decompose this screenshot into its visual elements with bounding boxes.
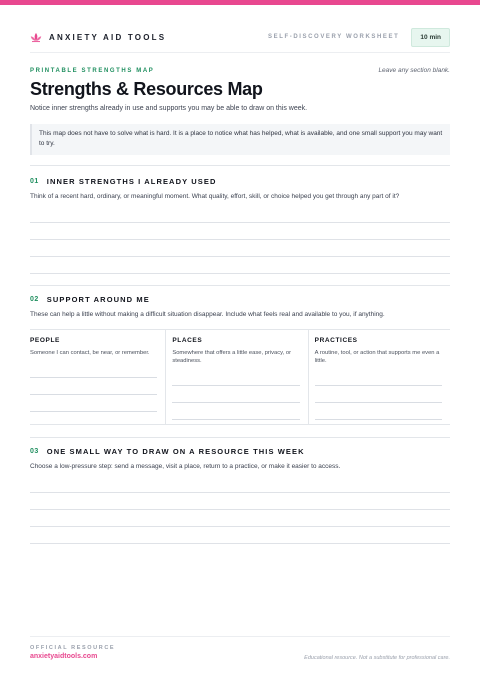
intro-callout: This map does not have to solve what is hard. It is a place to notice what has helped, what is available, and one small support you may want to try. [30, 124, 450, 155]
page-subtitle: Notice inner strengths already in use and supports you may be able to draw on this week. [30, 105, 308, 112]
section-number: 02 [30, 296, 39, 303]
brand[interactable] [30, 31, 166, 43]
column-places [165, 330, 307, 424]
intro-kicker: PRINTABLE STRENGTHS MAP [30, 67, 155, 74]
column-title: PRACTICES [314, 337, 358, 344]
writing-line[interactable] [172, 385, 299, 386]
section-number: 03 [30, 448, 39, 455]
writing-line[interactable] [315, 385, 442, 386]
section-3-description: Choose a low-pressure step: send a message, visit a place, return to a practice, or make it easier to access. [30, 463, 341, 470]
writing-line[interactable] [30, 492, 450, 493]
column-title: PEOPLE [30, 337, 60, 344]
page-title: Strengths & Resources Map [30, 79, 263, 99]
writing-line[interactable] [30, 256, 450, 257]
writing-line[interactable] [30, 411, 157, 412]
footer-divider [30, 636, 450, 637]
column-description: A routine, tool, or action that supports me even a little. [314, 350, 440, 364]
section-3-heading [30, 447, 305, 456]
section-1-heading [30, 177, 216, 186]
section-1-description: Think of a recent hard, ordinary, or meaningful moment. What quality, effort, skill, or choice helped you get through any part of it? [30, 193, 400, 200]
writing-line[interactable] [30, 377, 157, 378]
section-title: ONE SMALL WAY TO DRAW ON A RESOURCE THIS WEEK [46, 447, 305, 456]
writing-line[interactable] [172, 419, 299, 420]
writing-line[interactable] [30, 273, 450, 274]
intro-note: Leave any section blank. [378, 67, 450, 74]
writing-line[interactable] [30, 239, 450, 240]
writing-line[interactable] [30, 509, 450, 510]
writing-line[interactable] [172, 402, 299, 403]
worksheet-label: SELF-DISCOVERY WORKSHEET [267, 34, 400, 40]
section-2-description: These can help a little without making a difficult situation disappear. Include what feels real and available to you, if anything. [30, 311, 385, 318]
duration-badge: 10 min [411, 28, 450, 47]
column-title: PLACES [172, 337, 203, 344]
top-accent-bar [0, 0, 480, 5]
brand-name: ANXIETY AID TOOLS [49, 32, 167, 42]
support-columns [30, 329, 450, 425]
footer-kicker: OFFICIAL RESOURCE [30, 645, 116, 651]
section-title: SUPPORT AROUND ME [46, 295, 150, 304]
column-description: Somewhere that offers a little ease, privacy, or steadiness. [172, 350, 292, 364]
page-header [30, 26, 450, 48]
section-divider [30, 437, 450, 438]
section-title: INNER STRENGTHS I ALREADY USED [46, 177, 217, 186]
footer-site-link[interactable]: anxietyaidtools.com [30, 653, 98, 660]
column-description: Someone I can contact, be near, or remember. [30, 350, 150, 356]
writing-line[interactable] [315, 402, 442, 403]
column-people [30, 330, 165, 424]
header-divider [30, 52, 450, 53]
section-divider [30, 165, 450, 166]
writing-line[interactable] [315, 419, 442, 420]
footer-disclaimer: Educational resource. Not a substitute for professional care. [304, 655, 450, 661]
lotus-icon [30, 31, 42, 43]
writing-line[interactable] [30, 394, 157, 395]
writing-line[interactable] [30, 543, 450, 544]
writing-line[interactable] [30, 526, 450, 527]
section-number: 01 [30, 178, 39, 185]
writing-line[interactable] [30, 222, 450, 223]
section-divider [30, 285, 450, 286]
column-practices [308, 330, 450, 424]
section-2-heading [30, 295, 150, 304]
